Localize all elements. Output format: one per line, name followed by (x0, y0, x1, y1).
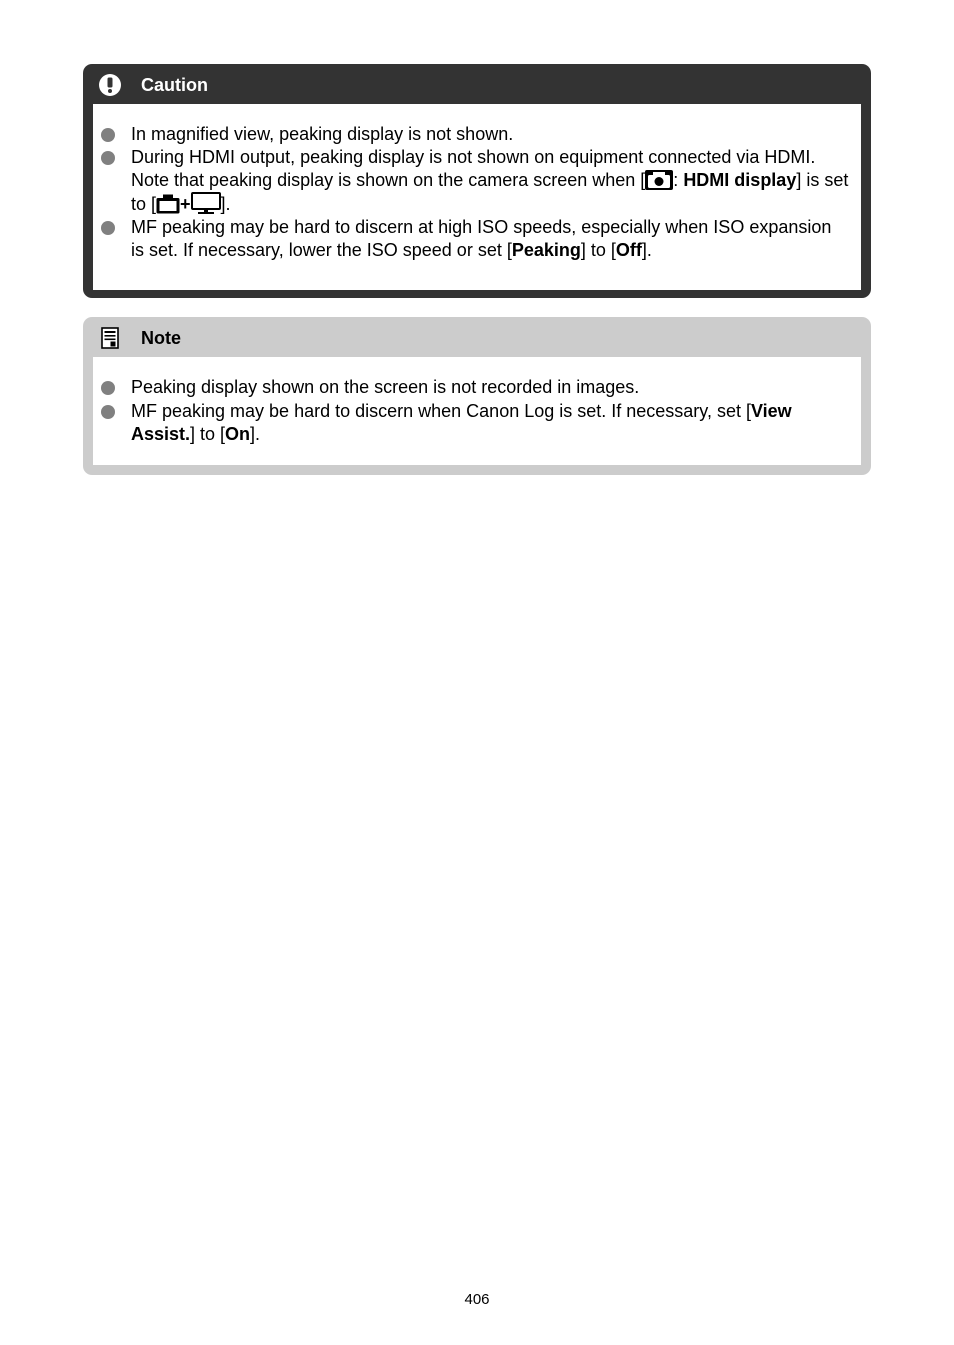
camera-outline-icon (156, 194, 180, 214)
bullet-icon (101, 381, 115, 395)
view-assist-term: View Assist. (131, 401, 792, 444)
page-number: 406 (464, 1291, 490, 1308)
list-item: In magnified view, peaking display is not shown. (93, 123, 861, 146)
note-body (93, 357, 861, 465)
hdmi-display-term: HDMI display (683, 170, 797, 190)
note-title: Note (141, 328, 181, 348)
peaking-term: Peaking (511, 240, 581, 260)
monitor-icon (191, 192, 221, 214)
bullet-icon (101, 405, 115, 419)
list-item: Peaking display shown on the screen is not recorded in images. (93, 376, 861, 399)
list-item: During HDMI output, peaking display is not shown on equipment connected via HDMI. Note that peaking display is shown on the camera screen when [ : HDMI display] is set to [ + ]. (93, 146, 861, 216)
memo-icon (99, 327, 121, 349)
off-term: Off (615, 240, 642, 260)
note-list (93, 376, 861, 446)
bullet-icon (101, 221, 115, 235)
note-header (83, 317, 871, 357)
caution-header (83, 64, 871, 104)
caution-box (83, 64, 871, 298)
exclamation-icon (99, 74, 121, 96)
list-item: MF peaking may be hard to discern at high ISO speeds, especially when ISO expansion is set. If necessary, lower the ISO speed or set [Peaking] to [Off]. (93, 216, 861, 262)
bullet-icon (101, 128, 115, 142)
note-box (83, 317, 871, 475)
caution-list (93, 123, 861, 262)
bullet-icon (101, 151, 115, 165)
on-term: On (225, 424, 251, 444)
caution-body (93, 104, 861, 290)
list-item: MF peaking may be hard to discern when Canon Log is set. If necessary, set [View Assist.] to [On]. (93, 400, 861, 446)
caution-title: Caution (141, 75, 208, 95)
camera-icon (645, 170, 673, 190)
